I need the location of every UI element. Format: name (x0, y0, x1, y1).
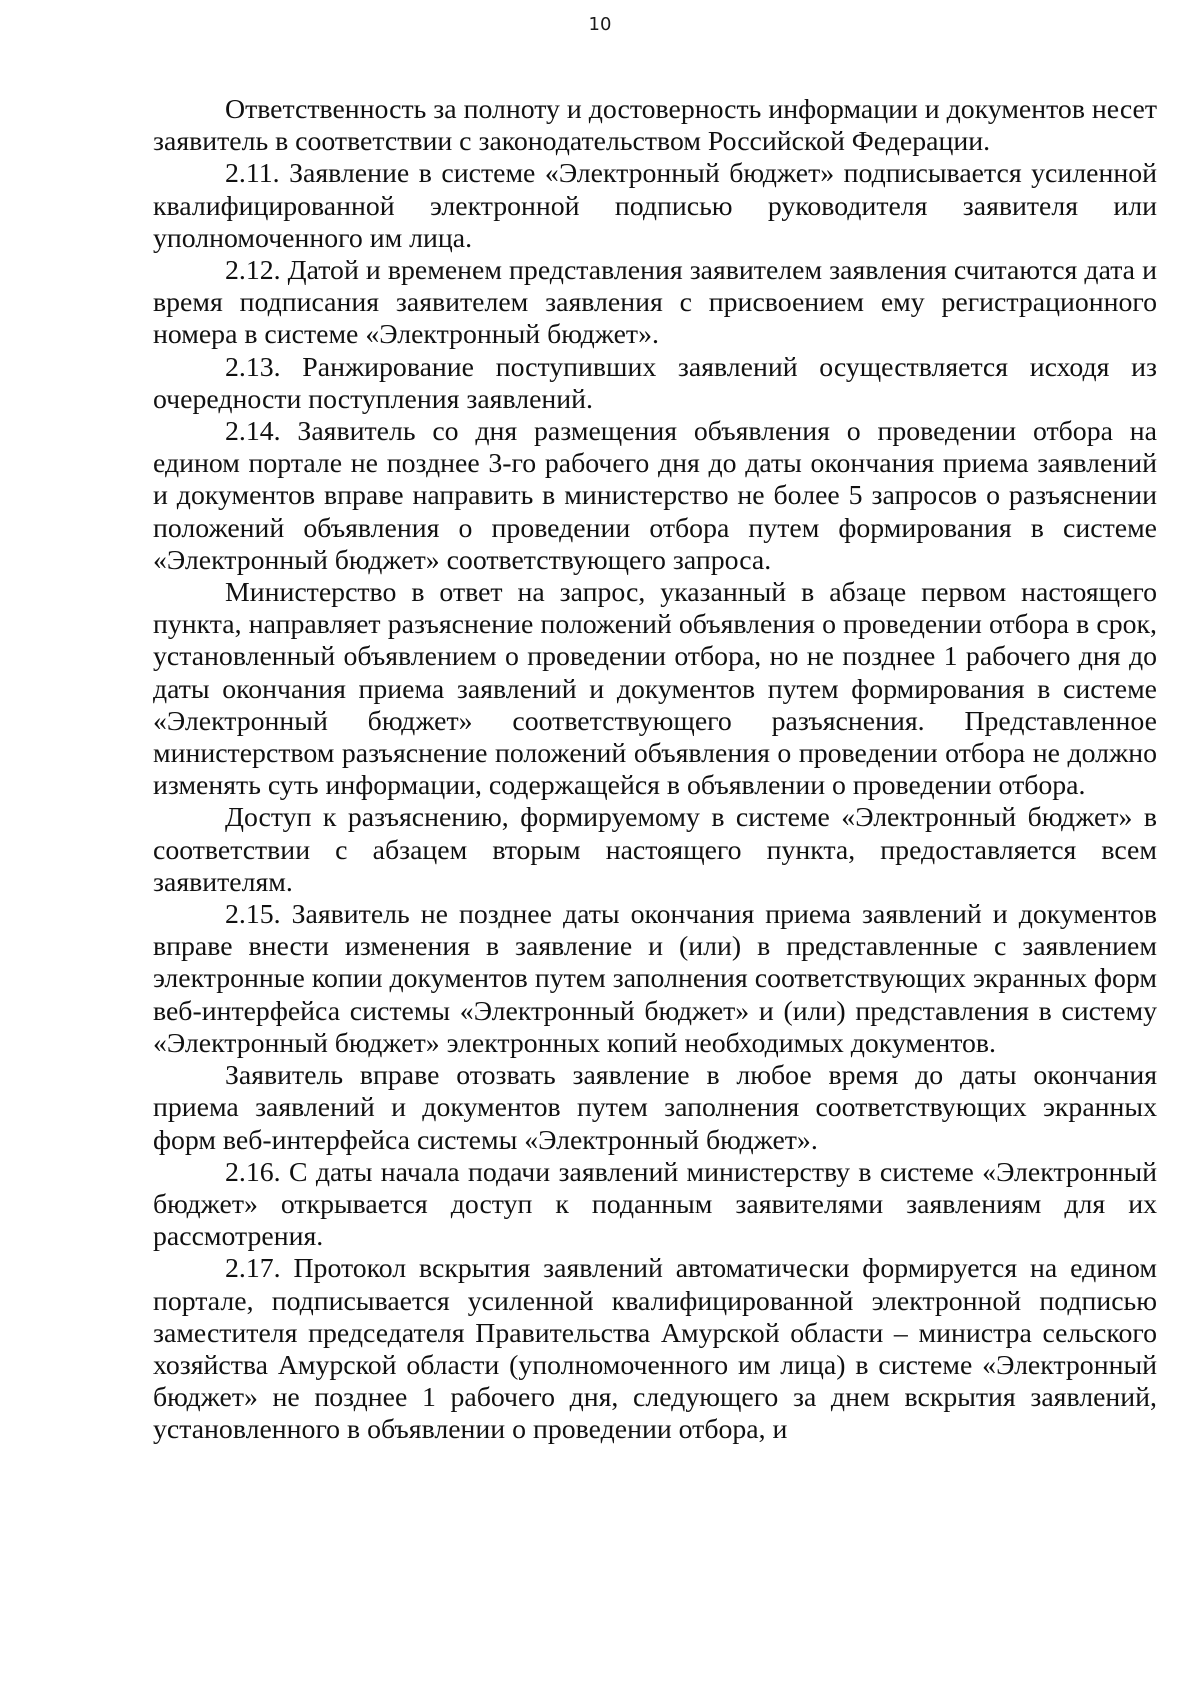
paragraph-ministry-response: Министерство в ответ на запрос, указанный в абзаце первом настоящего пункта, направляет разъяснение положений объявления о проведении отбора в срок, установленный объявлением о проведении отбора, но не позднее 1 рабочего дня до даты окончания приема заявлений и документов путем формирования в системе «Электронный бюджет» соответствующего разъяснения. Представленное министерством разъяснение положений объявления о проведении отбора не должно изменять суть информации, содержащейся в объявлении о проведении отбора. (153, 577, 1157, 802)
paragraph-2-13: 2.13. Ранжирование поступивших заявлений осуществляется исходя из очередности поступления заявлений. (153, 351, 1157, 415)
document-body (153, 94, 1157, 1447)
paragraph-2-15: 2.15. Заявитель не позднее даты окончания приема заявлений и документов вправе внести изменения в заявление и (или) в представленные с заявлением электронные копии документов путем заполнения соответствующих экранных форм веб-интерфейса системы «Электронный бюджет» и (или) представления в систему «Электронный бюджет» электронных копий необходимых документов. (153, 899, 1157, 1059)
paragraph-withdraw-application: Заявитель вправе отозвать заявление в любое время до даты окончания приема заявлений и документов путем заполнения соответствующих экранных форм веб-интерфейса системы «Электронный бюджет». (153, 1060, 1157, 1156)
paragraph-2-17: 2.17. Протокол вскрытия заявлений автоматически формируется на едином портале, подписывается усиленной квалифицированной электронной подписью заместителя председателя Правительства Амурской области – министра сельского хозяйства Амурской области (уполномоченного им лица) в системе «Электронный бюджет» не позднее 1 рабочего дня, следующего за днем вскрытия заявлений, установленного в объявлении о проведении отбора, и (153, 1253, 1157, 1446)
paragraph-2-14: 2.14. Заявитель со дня размещения объявления о проведении отбора на едином портале не позднее 3-го рабочего дня до даты окончания приема заявлений и документов вправе направить в министерство не более 5 запросов о разъяснении положений объявления о проведении отбора путем формирования в системе «Электронный бюджет» соответствующего запроса. (153, 416, 1157, 576)
paragraph-2-11: 2.11. Заявление в системе «Электронный бюджет» подписывается усиленной квалифицированной электронной подписью руководителя заявителя или уполномоченного им лица. (153, 158, 1157, 254)
paragraph-2-12: 2.12. Датой и временем представления заявителем заявления считаются дата и время подписания заявителем заявления с присвоением ему регистрационного номера в системе «Электронный бюджет». (153, 255, 1157, 351)
page-number: 10 (588, 14, 612, 35)
paragraph-2-16: 2.16. С даты начала подачи заявлений министерству в системе «Электронный бюджет» открывается доступ к поданным заявителями заявлениям для их рассмотрения. (153, 1156, 1157, 1253)
paragraph-access-to-clarification: Доступ к разъяснению, формируемому в системе «Электронный бюджет» в соответствии с абзацем вторым настоящего пункта, предоставляется всем заявителям. (153, 802, 1157, 898)
paragraph-responsibility: Ответственность за полноту и достоверность информации и документов несет заявитель в соответствии с законодательством Российской Федерации. (153, 94, 1157, 158)
